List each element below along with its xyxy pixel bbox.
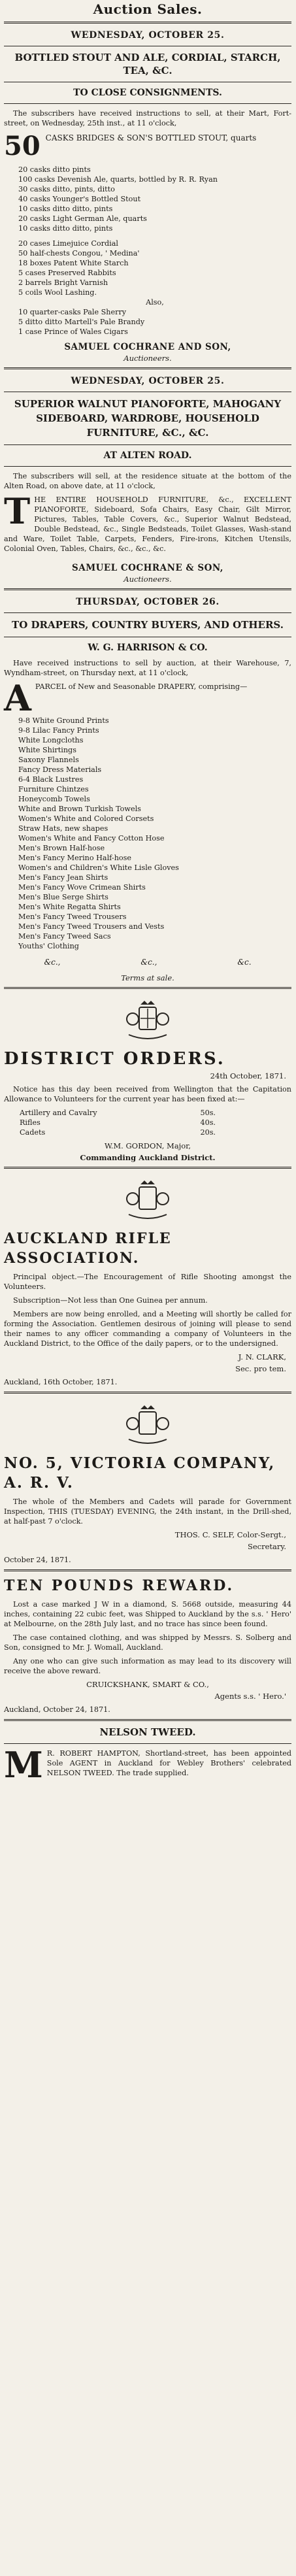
signatory-title: Agents s.s. ' Hero.'	[214, 1692, 286, 1701]
lead-number: 50	[4, 131, 41, 161]
notice-body: Notice has this day been received from Wellington that the Capitation Allowance to Volunteers for the current year has been fixed at:—	[4, 1085, 291, 1103]
list-item: 20 cases Limejuice Cordial	[18, 239, 118, 248]
rate-row	[20, 1128, 216, 1137]
rate-label: Rifles	[20, 1118, 41, 1127]
list-item: 9-8 Lilac Fancy Prints	[18, 726, 99, 735]
list-item: 10 quarter-casks Pale Sherry	[18, 308, 127, 316]
ad-lead-paragraph	[4, 677, 291, 719]
district-orders-notice	[4, 998, 291, 1162]
list-item: Also,	[146, 298, 164, 307]
lead-text: PARCEL of New and Seasonable DRAPERY, comprising—	[35, 682, 248, 691]
reward-notice	[4, 1576, 291, 1715]
rate-label: Cadets	[20, 1128, 46, 1137]
drop-cap: M	[4, 1744, 43, 1786]
list-item: Saxony Flannels	[18, 756, 79, 764]
list-item: Men's Fancy Tweed Sacs	[18, 932, 111, 941]
etc-item: &c.,	[44, 958, 61, 967]
notice-body: Any one who can give such information as may lead to its discovery will receive the above reward.	[4, 1657, 291, 1675]
notice-heading: AUCKLAND RIFLE ASSOCIATION.	[4, 1230, 172, 1267]
etc-line	[4, 958, 291, 967]
notice-date: Auckland, 16th October, 1871.	[4, 1378, 118, 1386]
auctioneer-role: Auctioneers.	[123, 575, 172, 584]
signatory-title: Sec. pro tem.	[235, 1364, 286, 1373]
ad-subtitle: TO CLOSE CONSIGNMENTS.	[73, 88, 222, 98]
divider	[4, 1392, 291, 1394]
divider	[4, 1167, 291, 1169]
divider	[4, 1719, 291, 1721]
list-item: Men's White Regatta Shirts	[18, 903, 121, 911]
ad-title: SUPERIOR WALNUT PIANOFORTE, MAHOGANY SIDEBOARD, WARDROBE, HOUSEHOLD FURNITURE, &C., &C.	[14, 398, 282, 439]
divider	[4, 466, 291, 467]
drop-cap: T	[4, 490, 31, 532]
list-item: 20 casks ditto pints	[18, 165, 91, 174]
ad-date: THURSDAY, OCTOBER 26.	[76, 597, 220, 607]
divider	[4, 22, 291, 24]
rate-value: 20s.	[200, 1128, 216, 1137]
list-item: Men's Blue Serge Shirts	[18, 893, 108, 901]
ad-title: BOTTLED STOUT AND ALE, CORDIAL, STARCH, TEA, &C.	[14, 52, 281, 76]
royal-crest-icon	[125, 998, 171, 1044]
goods-list	[18, 165, 291, 337]
signatory-title: Secretary.	[247, 1542, 286, 1551]
drapery-auction-ad	[4, 597, 291, 982]
nelson-tweed-notice	[4, 1726, 291, 1786]
signatory-name: THOS. C. SELF, Color-Sergt.,	[174, 1530, 286, 1539]
notice-principal: Principal object.—The Encouragement of Rifle Shooting amongst the Volunteers.	[4, 1273, 291, 1291]
rate-label: Artillery and Cavalry	[20, 1109, 97, 1117]
lead-text: R. ROBERT HAMPTON, Shortland-street, has been appointed Sole AGENT in Auckland for Webley Brothers' celebrated NELSON TWEED. The trade supplied.	[46, 1749, 291, 1777]
list-item: Men's Brown Half-hose	[18, 844, 105, 852]
list-item: 1 case Prince of Wales Cigars	[18, 327, 128, 336]
notice-date: October 24, 1871.	[4, 1556, 71, 1564]
section-masthead: Auction Sales.	[93, 1, 203, 17]
ad-lead-paragraph	[4, 490, 291, 554]
capitation-rates	[20, 1108, 216, 1137]
newspaper-column	[4, 0, 291, 1786]
notice-date: Auckland, October 24, 1871.	[4, 1705, 110, 1714]
notice-body	[4, 1744, 291, 1786]
list-item: Furniture Chintzes	[18, 785, 89, 794]
list-item: Honeycomb Towels	[18, 795, 90, 803]
royal-crest-icon	[125, 1403, 171, 1448]
lead-text: HE ENTIRE HOUSEHOLD FURNITURE, &c., EXCELLENT PIANOFORTE, Sideboard, Sofa Chairs, Easy Chair, Gilt Mirror, Pictures, Tables, Table Covers, &c., Superior Walnut Bedstead, Double Bedstead, &c., Single Bedsteads, Toilet Glasses, Wash-stand and Ware, Toilet Table, Carpets, Fenders, Fire-irons, Kitchen Utensils, Colonial Oven, Tables, Chairs, &c., &c., &c.	[4, 495, 291, 553]
rifle-association-notice	[4, 1178, 291, 1387]
list-item: Men's Fancy Tweed Trousers and Vests	[18, 922, 165, 931]
ad-body: The subscribers will sell, at the residence situate at the bottom of the Alten Road, on above date, at 11 o'clock,	[4, 472, 291, 490]
list-item: Fancy Dress Materials	[18, 765, 102, 774]
ad-title: TO DRAPERS, COUNTRY BUYERS, AND OTHERS.	[12, 619, 284, 631]
auctioneer-name: SAMUEL COCHRANE & SON,	[71, 563, 224, 573]
notice-heading: DISTRICT ORDERS.	[4, 1049, 225, 1069]
ad-date: WEDNESDAY, OCTOBER 25.	[71, 30, 225, 41]
notice-date: 24th October, 1871.	[210, 1071, 286, 1080]
list-item: Women's and Children's White Lisle Gloves	[18, 863, 179, 872]
list-item: 50 half-chests Congou, ' Medina'	[18, 249, 140, 258]
rate-row	[20, 1118, 216, 1128]
list-item: 10 casks ditto ditto, pints	[18, 205, 113, 213]
auctioneer-name: SAMUEL COCHRANE AND SON,	[64, 342, 231, 352]
list-item: White and Brown Turkish Towels	[18, 805, 141, 813]
list-item: 30 casks ditto, pints, ditto	[18, 185, 115, 193]
notice-body: The whole of the Members and Cadets will parade for Government Inspection, THIS (TUESDAY) EVENING, the 24th instant, in the Drill-shed, at half-past 7 o'clock.	[4, 1497, 291, 1526]
signatory-name: CRUICKSHANK, SMART & CO.,	[86, 1680, 209, 1689]
list-item: 5 ditto ditto Martell's Pale Brandy	[18, 318, 145, 326]
lead-line	[4, 133, 291, 159]
piano-auction-ad	[4, 376, 291, 584]
list-item: Youths' Clothing	[18, 942, 79, 950]
terms-text: Terms at sale.	[121, 973, 174, 982]
notice-heading: NO. 5, VICTORIA COMPANY, A. R. V.	[4, 1454, 276, 1492]
list-gap	[18, 233, 291, 239]
list-item: Men's Fancy Jean Shirts	[18, 873, 108, 882]
list-item: Men's Fancy Wove Crimean Shirts	[18, 883, 146, 892]
divider	[4, 444, 291, 445]
divider	[4, 1743, 291, 1744]
rate-value: 40s.	[200, 1118, 216, 1127]
notice-heading: TEN POUNDS REWARD.	[4, 1577, 235, 1594]
stout-auction-ad	[4, 30, 291, 363]
lead-text: CASKS BRIDGES & SON'S BOTTLED STOUT, quarts	[45, 133, 257, 142]
list-item: 18 boxes Patent White Starch	[18, 259, 129, 267]
list-item: 9-8 White Ground Prints	[18, 716, 109, 725]
goods-list	[18, 716, 291, 951]
list-item: 2 barrels Bright Varnish	[18, 278, 108, 287]
victoria-company-notice	[4, 1403, 291, 1565]
divider	[4, 612, 291, 613]
etc-item: &c.,	[140, 958, 157, 967]
signatory-name: J. N. CLARK,	[238, 1352, 286, 1362]
etc-item: &c.	[237, 958, 252, 967]
list-item: Straw Hats, new shapes	[18, 824, 108, 833]
ad-location: AT ALTEN ROAD.	[103, 450, 192, 461]
ad-body: The subscribers have received instructions to sell, at their Mart, Fort-street, on Wednesday, 25th inst., at 11 o'clock,	[4, 109, 291, 127]
list-item: 10 casks ditto ditto, pints	[18, 224, 113, 233]
list-item: Women's White and Colored Corsets	[18, 814, 154, 823]
divider	[4, 103, 291, 104]
drop-cap: A	[4, 677, 31, 719]
auctioneer-role: Auctioneers.	[123, 354, 172, 363]
notice-body: Lost a case marked J W in a diamond, S. 5668 outside, measuring 44 inches, containing 22 cubic feet, was Shipped to Auckland by the s.s. ' Hero' at Melbourne, on the 28th July last, and no trace has since been found.	[4, 1600, 291, 1628]
signatory-title: Commanding Auckland District.	[80, 1153, 216, 1162]
list-item: 40 casks Younger's Bottled Stout	[18, 195, 141, 203]
list-item: 5 cases Preserved Rabbits	[18, 269, 116, 277]
rate-row	[20, 1108, 216, 1118]
notice-body: Members are now being enrolled, and a Meeting will shortly be called for forming the Association. Gentlemen desirous of joining will please to send their names to any officer commanding a company of Volunteers in the Auckland District, to the Office of the daily papers, or to the undersigned.	[4, 1310, 291, 1348]
list-item: White Longcloths	[18, 736, 84, 744]
firm-name: W. G. HARRISON & CO.	[88, 643, 208, 653]
list-item: 5 coils Wool Lashing.	[18, 288, 97, 297]
list-item: Men's Fancy Tweed Trousers	[18, 912, 127, 921]
list-item: Men's Fancy Merino Half-hose	[18, 854, 132, 862]
divider	[4, 1569, 291, 1571]
list-item: Women's White and Fancy Cotton Hose	[18, 834, 165, 843]
list-item: 100 casks Devenish Ale, quarts, bottled by R. R. Ryan	[18, 175, 218, 184]
divider	[4, 987, 291, 989]
divider	[4, 367, 291, 369]
notice-heading: NELSON TWEED.	[99, 1726, 196, 1738]
list-item: 20 casks Light German Ale, quarts	[18, 214, 147, 223]
royal-crest-icon	[125, 1178, 171, 1224]
signatory-name: W.M. GORDON, Major,	[104, 1141, 191, 1150]
ad-date: WEDNESDAY, OCTOBER 25.	[71, 376, 225, 386]
list-item: 6-4 Black Lustres	[18, 775, 84, 784]
notice-subscription: Subscription—Not less than One Guinea per annum.	[13, 1296, 208, 1305]
list-item: White Shirtings	[18, 746, 76, 754]
notice-body: The case contained clothing, and was shipped by Messrs. S. Solberg and Son, consigned to Mr. J. Womall, Auckland.	[4, 1633, 291, 1652]
rate-value: 50s.	[200, 1109, 216, 1117]
ad-body: Have received instructions to sell by auction, at their Warehouse, 7, Wyndham-street, on Thursday next, at 11 o'clock,	[4, 659, 291, 677]
divider	[4, 588, 291, 590]
